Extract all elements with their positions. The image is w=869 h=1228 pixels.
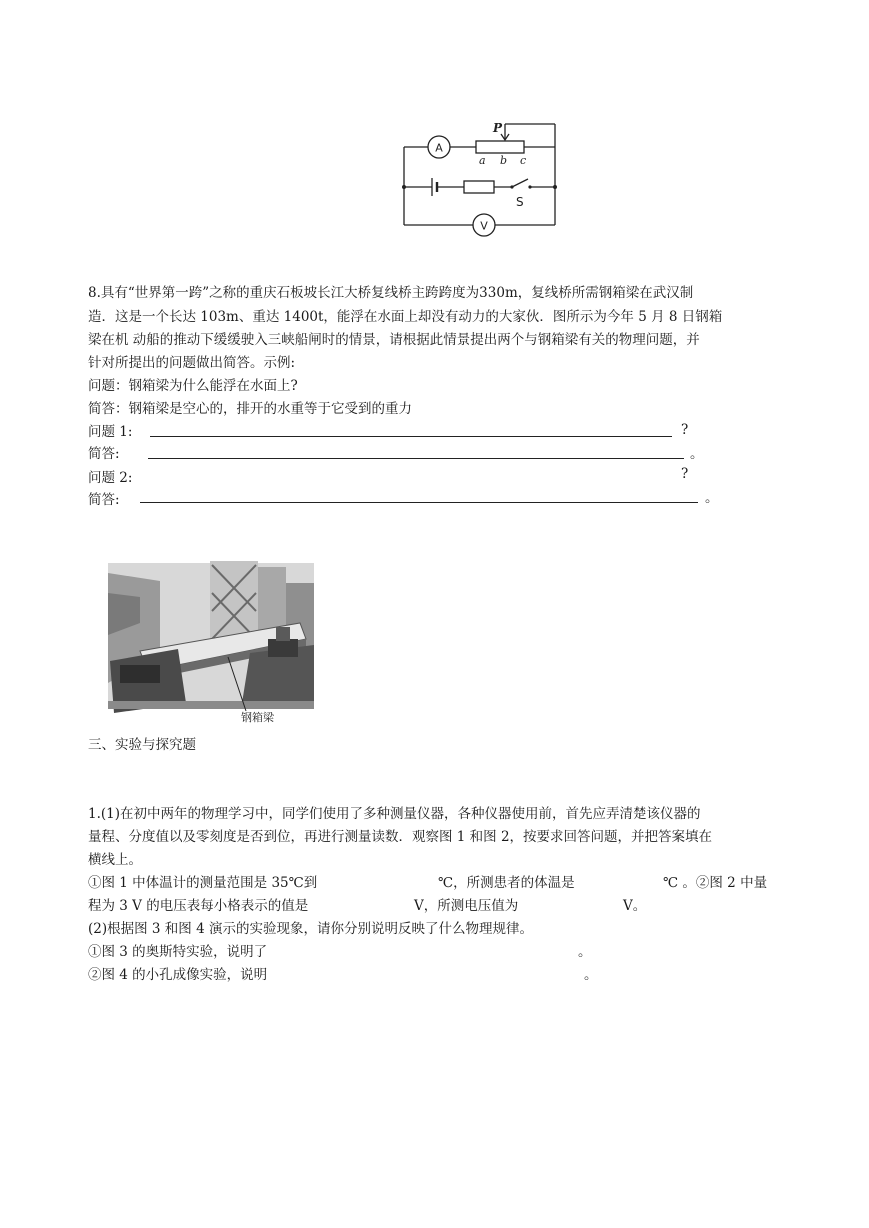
point-a-label: a bbox=[479, 154, 486, 167]
exp1-line-3: 横线上。 bbox=[88, 852, 142, 868]
answer-2-end: 。 bbox=[705, 490, 719, 506]
question-2-end: ? bbox=[681, 466, 689, 482]
question-1-blank[interactable] bbox=[150, 436, 672, 437]
answer-1-blank[interactable] bbox=[148, 458, 684, 459]
exp1-line-8b: 。 bbox=[584, 967, 598, 983]
example-answer: 简答：钢箱梁是空心的，排开的水重等于它受到的重力 bbox=[88, 401, 412, 417]
q8-line-1: 8.具有“世界第一跨”之称的重庆石板坡长江大桥复线桥主跨跨度为330m，复线桥所需钢箱梁在武汉制 bbox=[88, 285, 694, 301]
answer-1-end: 。 bbox=[690, 446, 704, 462]
question-2-blank[interactable] bbox=[135, 483, 671, 484]
exp1-line-6: (2)根据图 3 和图 4 演示的实验现象，请你分别说明反映了什么物理规律。 bbox=[88, 921, 533, 937]
exp1-line-7a: ①图 3 的奥斯特实验，说明了 bbox=[88, 944, 268, 960]
answer-1-label: 简答: bbox=[88, 446, 120, 462]
q8-line-3: 梁在机 动船的推动下缓缓驶入三峡船闸时的情景，请根据此情景提出两个与钢箱梁有关的物理问题，并 bbox=[88, 332, 700, 348]
answer-2-blank[interactable] bbox=[140, 502, 698, 503]
example-question: 问题：钢箱梁为什么能浮在水面上? bbox=[88, 378, 298, 394]
photo-caption: 钢箱梁 bbox=[241, 711, 274, 724]
exp1-line-4b: ℃，所测患者的体温是 bbox=[438, 875, 575, 891]
exp1-line-5c: V。 bbox=[623, 898, 647, 914]
answer-2-label: 简答: bbox=[88, 492, 120, 508]
exp1-line-1: 1.(1)在初中两年的物理学习中，同学们使用了多种测量仪器，各种仪器使用前，首先应弄清楚该仪器的 bbox=[88, 806, 701, 822]
exp1-line-5b: V，所测电压值为 bbox=[414, 898, 519, 914]
ammeter-label: A bbox=[435, 141, 443, 155]
voltmeter-label: V bbox=[480, 219, 488, 233]
exp1-line-8a: ②图 4 的小孔成像实验，说明 bbox=[88, 967, 268, 983]
question-2-label: 问题 2: bbox=[88, 470, 133, 486]
q8-line-4: 针对所提出的问题做出简答。示例: bbox=[88, 355, 296, 371]
exp1-line-2: 量程、分度值以及零刻度是否到位，再进行测量读数．观察图 1 和图 2，按要求回答问题，并把答案填在 bbox=[88, 829, 713, 845]
slider-label: P bbox=[493, 121, 503, 135]
exp1-line-5a: 程为 3 V 的电压表每小格表示的值是 bbox=[88, 898, 309, 914]
question-1-end: ? bbox=[681, 422, 689, 438]
q8-line-2: 造．这是一个长达 103m、重达 1400t，能浮在水面上却没有动力的大家伙．图所示为今年 5 月 8 日钢箱 bbox=[88, 309, 723, 325]
question-1-label: 问题 1: bbox=[88, 424, 133, 440]
switch-label: S bbox=[516, 195, 524, 209]
exp1-line-4c: ℃ 。②图 2 中量 bbox=[663, 875, 768, 891]
point-c-label: c bbox=[520, 154, 527, 167]
exp1-line-7b: 。 bbox=[578, 944, 592, 960]
section-title: 三、实验与探究题 bbox=[88, 737, 196, 753]
exp1-line-4a: ①图 1 中体温计的测量范围是 35℃到 bbox=[88, 875, 318, 891]
circuit-diagram bbox=[380, 110, 580, 250]
steel-box-girder-photo bbox=[100, 553, 322, 729]
point-b-label: b bbox=[500, 154, 508, 167]
